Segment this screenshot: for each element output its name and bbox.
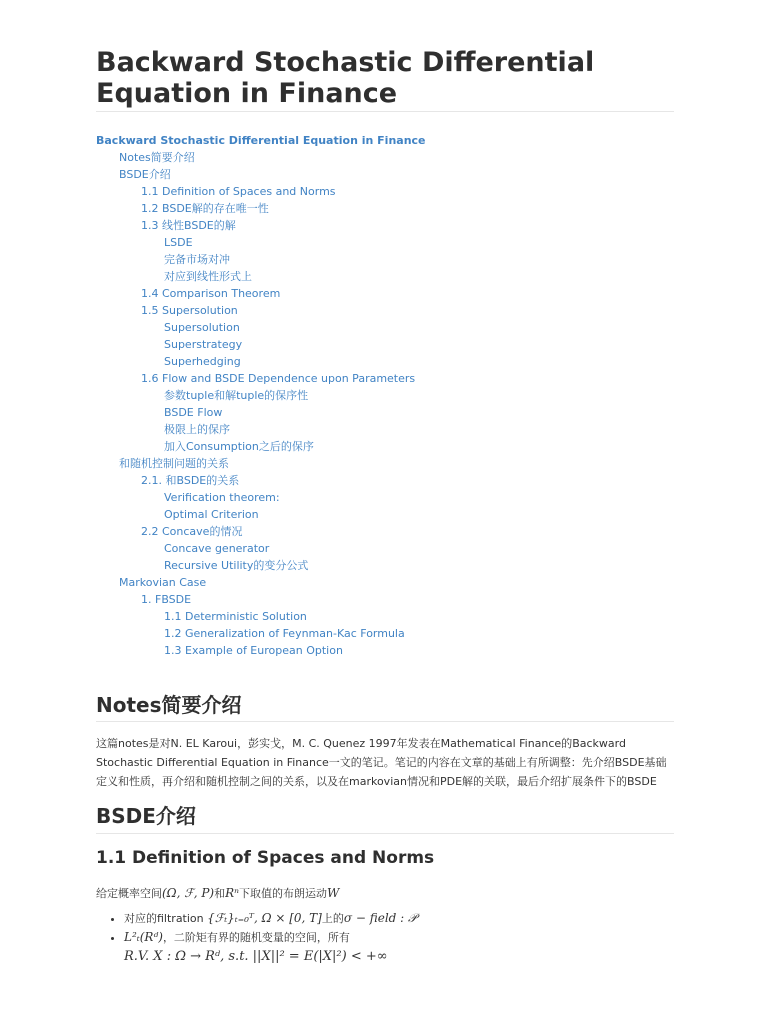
toc-link[interactable]: 完备市场对冲 [164,253,230,266]
toc-link[interactable]: Recursive Utility的变分公式 [164,559,309,572]
notes-paragraph: 这篇notes是对N. EL Karoui，彭实戈，M. C. Quenez 1997年发表在Mathematical Finance的Backward Stochastic Differential Equation in Finance一文的笔记。笔记的内容在文章的基础上有所调整：先介绍BSDE基础定义和性质，再介绍和随机控制之间的关系，以及在markovian情况和PDE解的关联，最后介绍扩展条件下的BSDE [96,737,667,788]
bullet1-text-a: 对应的filtration [124,912,208,925]
bullet1-math-sigma-field: σ − field : 𝒫 [343,911,417,925]
bullet1-math-filtration: {ℱₜ}ₜ₌₀ᵀ, Ω × [0, T] [207,911,322,925]
toc-link[interactable]: Notes简要介绍 [119,151,195,164]
toc-link[interactable]: 1.1 Definition of Spaces and Norms [141,185,336,198]
section-1-1-heading: 1.1 Definition of Spaces and Norms [96,848,435,868]
toc-link[interactable]: Supersolution [164,321,240,334]
toc-link[interactable]: 和随机控制问题的关系 [119,457,229,470]
intro-math-w: W [326,886,340,900]
toc-link[interactable]: Backward Stochastic Differential Equation in Finance [96,134,426,147]
bullet1-text-b: 上的 [321,912,344,925]
toc-link[interactable]: 1.2 Generalization of Feynman-Kac Formula [164,627,405,640]
toc-link[interactable]: 参数tuple和解tuple的保序性 [164,389,309,402]
intro-text-c: 下取值的布朗运动 [238,887,327,900]
toc-link[interactable]: 2.1. 和BSDE的关系 [141,474,240,487]
notes-heading: Notes简要介绍 [96,691,674,722]
intro-text-a: 给定概率空间 [96,887,162,900]
toc-link[interactable]: Verification theorem: [164,491,280,504]
section-1-1-intro [96,884,674,903]
toc-link[interactable]: 1.6 Flow and BSDE Dependence upon Parameters [141,372,416,385]
document-body [96,0,674,966]
toc-link[interactable]: 对应到线性形式上 [164,270,252,283]
toc-link[interactable]: Markovian Case [119,576,207,589]
toc-link[interactable]: Concave generator [164,542,270,555]
toc-link[interactable]: 1.2 BSDE解的存在唯一性 [141,202,269,215]
toc-link[interactable]: 1.4 Comparison Theorem [141,287,281,300]
toc-link[interactable]: BSDE介绍 [119,168,171,181]
toc-link[interactable]: BSDE Flow [164,406,223,419]
toc-link[interactable]: 1. FBSDE [141,593,192,606]
list-item [124,909,674,928]
bullet2-text-a: ，二阶矩有界的随机变量的空间，所有 [162,931,350,944]
toc-link[interactable]: LSDE [164,236,193,249]
list-item [124,928,674,966]
table-of-contents [96,132,674,659]
bullet2-math-norm: R.V. X : Ω → Rᵈ, s.t. ||X||² = E(|X|²) < +∞ [124,949,388,964]
bsde-heading: BSDE介绍 [96,801,674,834]
toc-link[interactable]: 1.1 Deterministic Solution [164,610,307,623]
definitions-list [96,909,674,966]
toc-link[interactable]: Optimal Criterion [164,508,259,521]
toc-link[interactable]: 2.2 Concave的情况 [141,525,243,538]
toc-link[interactable]: 1.5 Supersolution [141,304,238,317]
bullet2-math-l2: L²ₜ(Rᵈ) [124,930,163,944]
toc-link[interactable]: 极限上的保序 [164,423,230,436]
toc-link[interactable]: 1.3 Example of European Option [164,644,343,657]
document-title: Backward Stochastic Differential Equation in Finance [96,0,674,112]
toc-link[interactable]: Superhedging [164,355,241,368]
toc-link[interactable]: 加入Consumption之后的保序 [164,440,314,453]
toc-link[interactable]: 1.3 线性BSDE的解 [141,219,236,232]
toc-link[interactable]: Superstrategy [164,338,243,351]
intro-math-prob-space: (Ω, ℱ, P) [162,886,215,900]
intro-text-b: 和 [214,887,226,900]
intro-math-rn: Rⁿ [225,886,239,900]
